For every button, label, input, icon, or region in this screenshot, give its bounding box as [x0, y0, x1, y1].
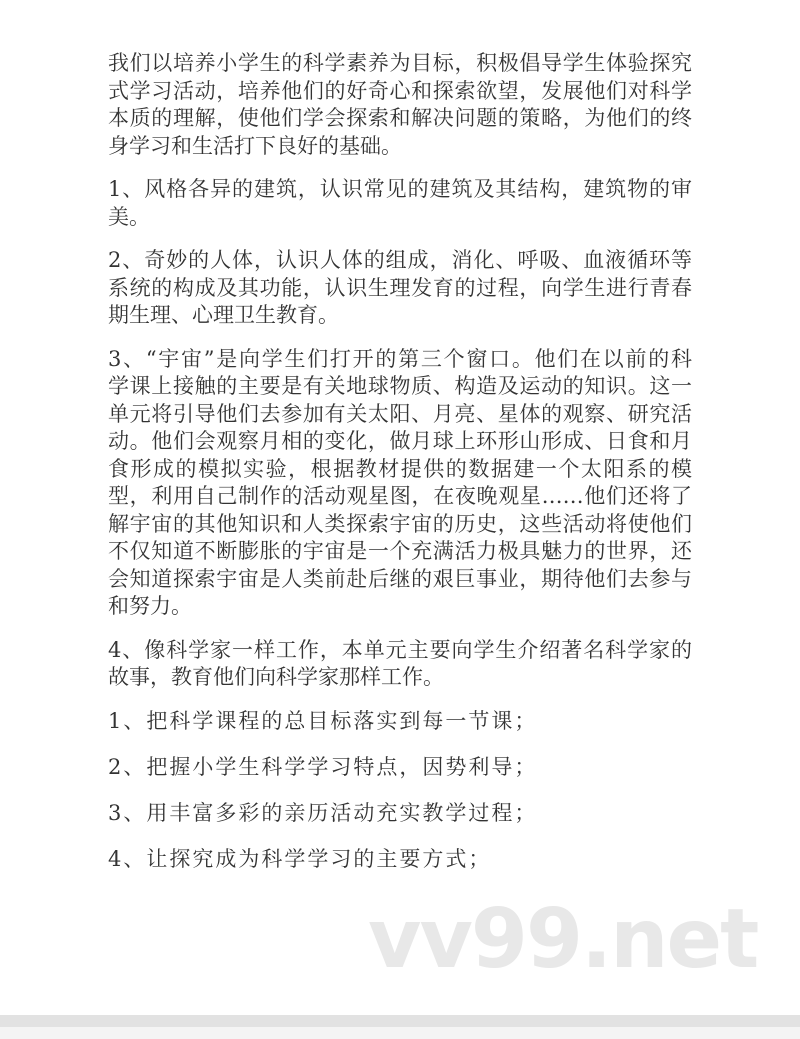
- page-separator: [0, 1015, 800, 1027]
- text-line: 我们以培养小学生的科学素养为目标，积极倡导学生体验探究: [108, 51, 692, 75]
- numbered-list: [108, 708, 692, 892]
- list-item: 2、把握小学生科学学习特点，因势利导；: [108, 754, 538, 779]
- text-line: 动。他们会观察月相的变化，做月球上环形山形成、日食和月: [108, 429, 692, 453]
- text-line: 2、奇妙的人体，认识人体的组成，消化、呼吸、血液循环等: [108, 248, 692, 272]
- text-line: 会知道探索宇宙是人类前赴后继的艰巨事业，期待他们去参与: [108, 566, 692, 591]
- paragraph: [108, 50, 692, 160]
- text-line: 解宇宙的其他知识和人类探索宇宙的历史，这些活动将使他们: [108, 511, 692, 536]
- text-line: 系统的构成及其功能，认识生理发育的过程，向学生进行青春: [108, 275, 692, 300]
- text-line: 身学习和生活打下良好的基础。: [108, 133, 402, 158]
- next-page-edge: [0, 1027, 800, 1039]
- text-line: 美。: [108, 204, 150, 229]
- watermark: vv99.net: [368, 892, 758, 987]
- text-line: 型，利用自己制作的活动观星图，在夜晚观星……他们还将了: [108, 484, 692, 508]
- text-line: 3、“宇宙”是向学生们打开的第三个窗口。他们在以前的科: [108, 346, 692, 371]
- text-line: 学课上接触的主要是有关地球物质、构造及运动的知识。这一: [108, 374, 692, 398]
- paragraph: [108, 247, 692, 330]
- list-item: 1、把科学课程的总目标落实到每一节课；: [108, 708, 538, 733]
- text-line: 食形成的模拟实验，根据教材提供的数据建一个太阳系的模: [108, 456, 692, 481]
- paragraph: [108, 637, 692, 692]
- text-line: 1、风格各异的建筑，认识常见的建筑及其结构，建筑物的审: [108, 177, 692, 201]
- text-line: 式学习活动，培养他们的好奇心和探索欲望，发展他们对科学: [108, 78, 692, 103]
- text-line: 本质的理解，使他们学会探索和解决问题的策略，为他们的终: [108, 106, 692, 130]
- paragraph: [108, 176, 692, 231]
- text-line: 4、像科学家一样工作，本单元主要向学生介绍著名科学家的: [108, 637, 692, 662]
- text-line: 期生理、心理卫生教育。: [108, 303, 339, 327]
- text-line: 故事，教育他们向科学家那样工作。: [108, 665, 444, 689]
- list-item: 3、用丰富多彩的亲历活动充实教学过程；: [108, 800, 538, 825]
- document-body: [108, 50, 692, 892]
- text-line: 和努力。: [108, 594, 192, 618]
- list-item: 4、让探究成为科学学习的主要方式；: [108, 846, 492, 871]
- text-line: 单元将引导他们去参加有关太阳、月亮、星体的观察、研究活: [108, 401, 692, 426]
- paragraph: [108, 346, 692, 621]
- text-line: 不仅知道不断膨胀的宇宙是一个充满活力极具魅力的世界，还: [108, 539, 692, 563]
